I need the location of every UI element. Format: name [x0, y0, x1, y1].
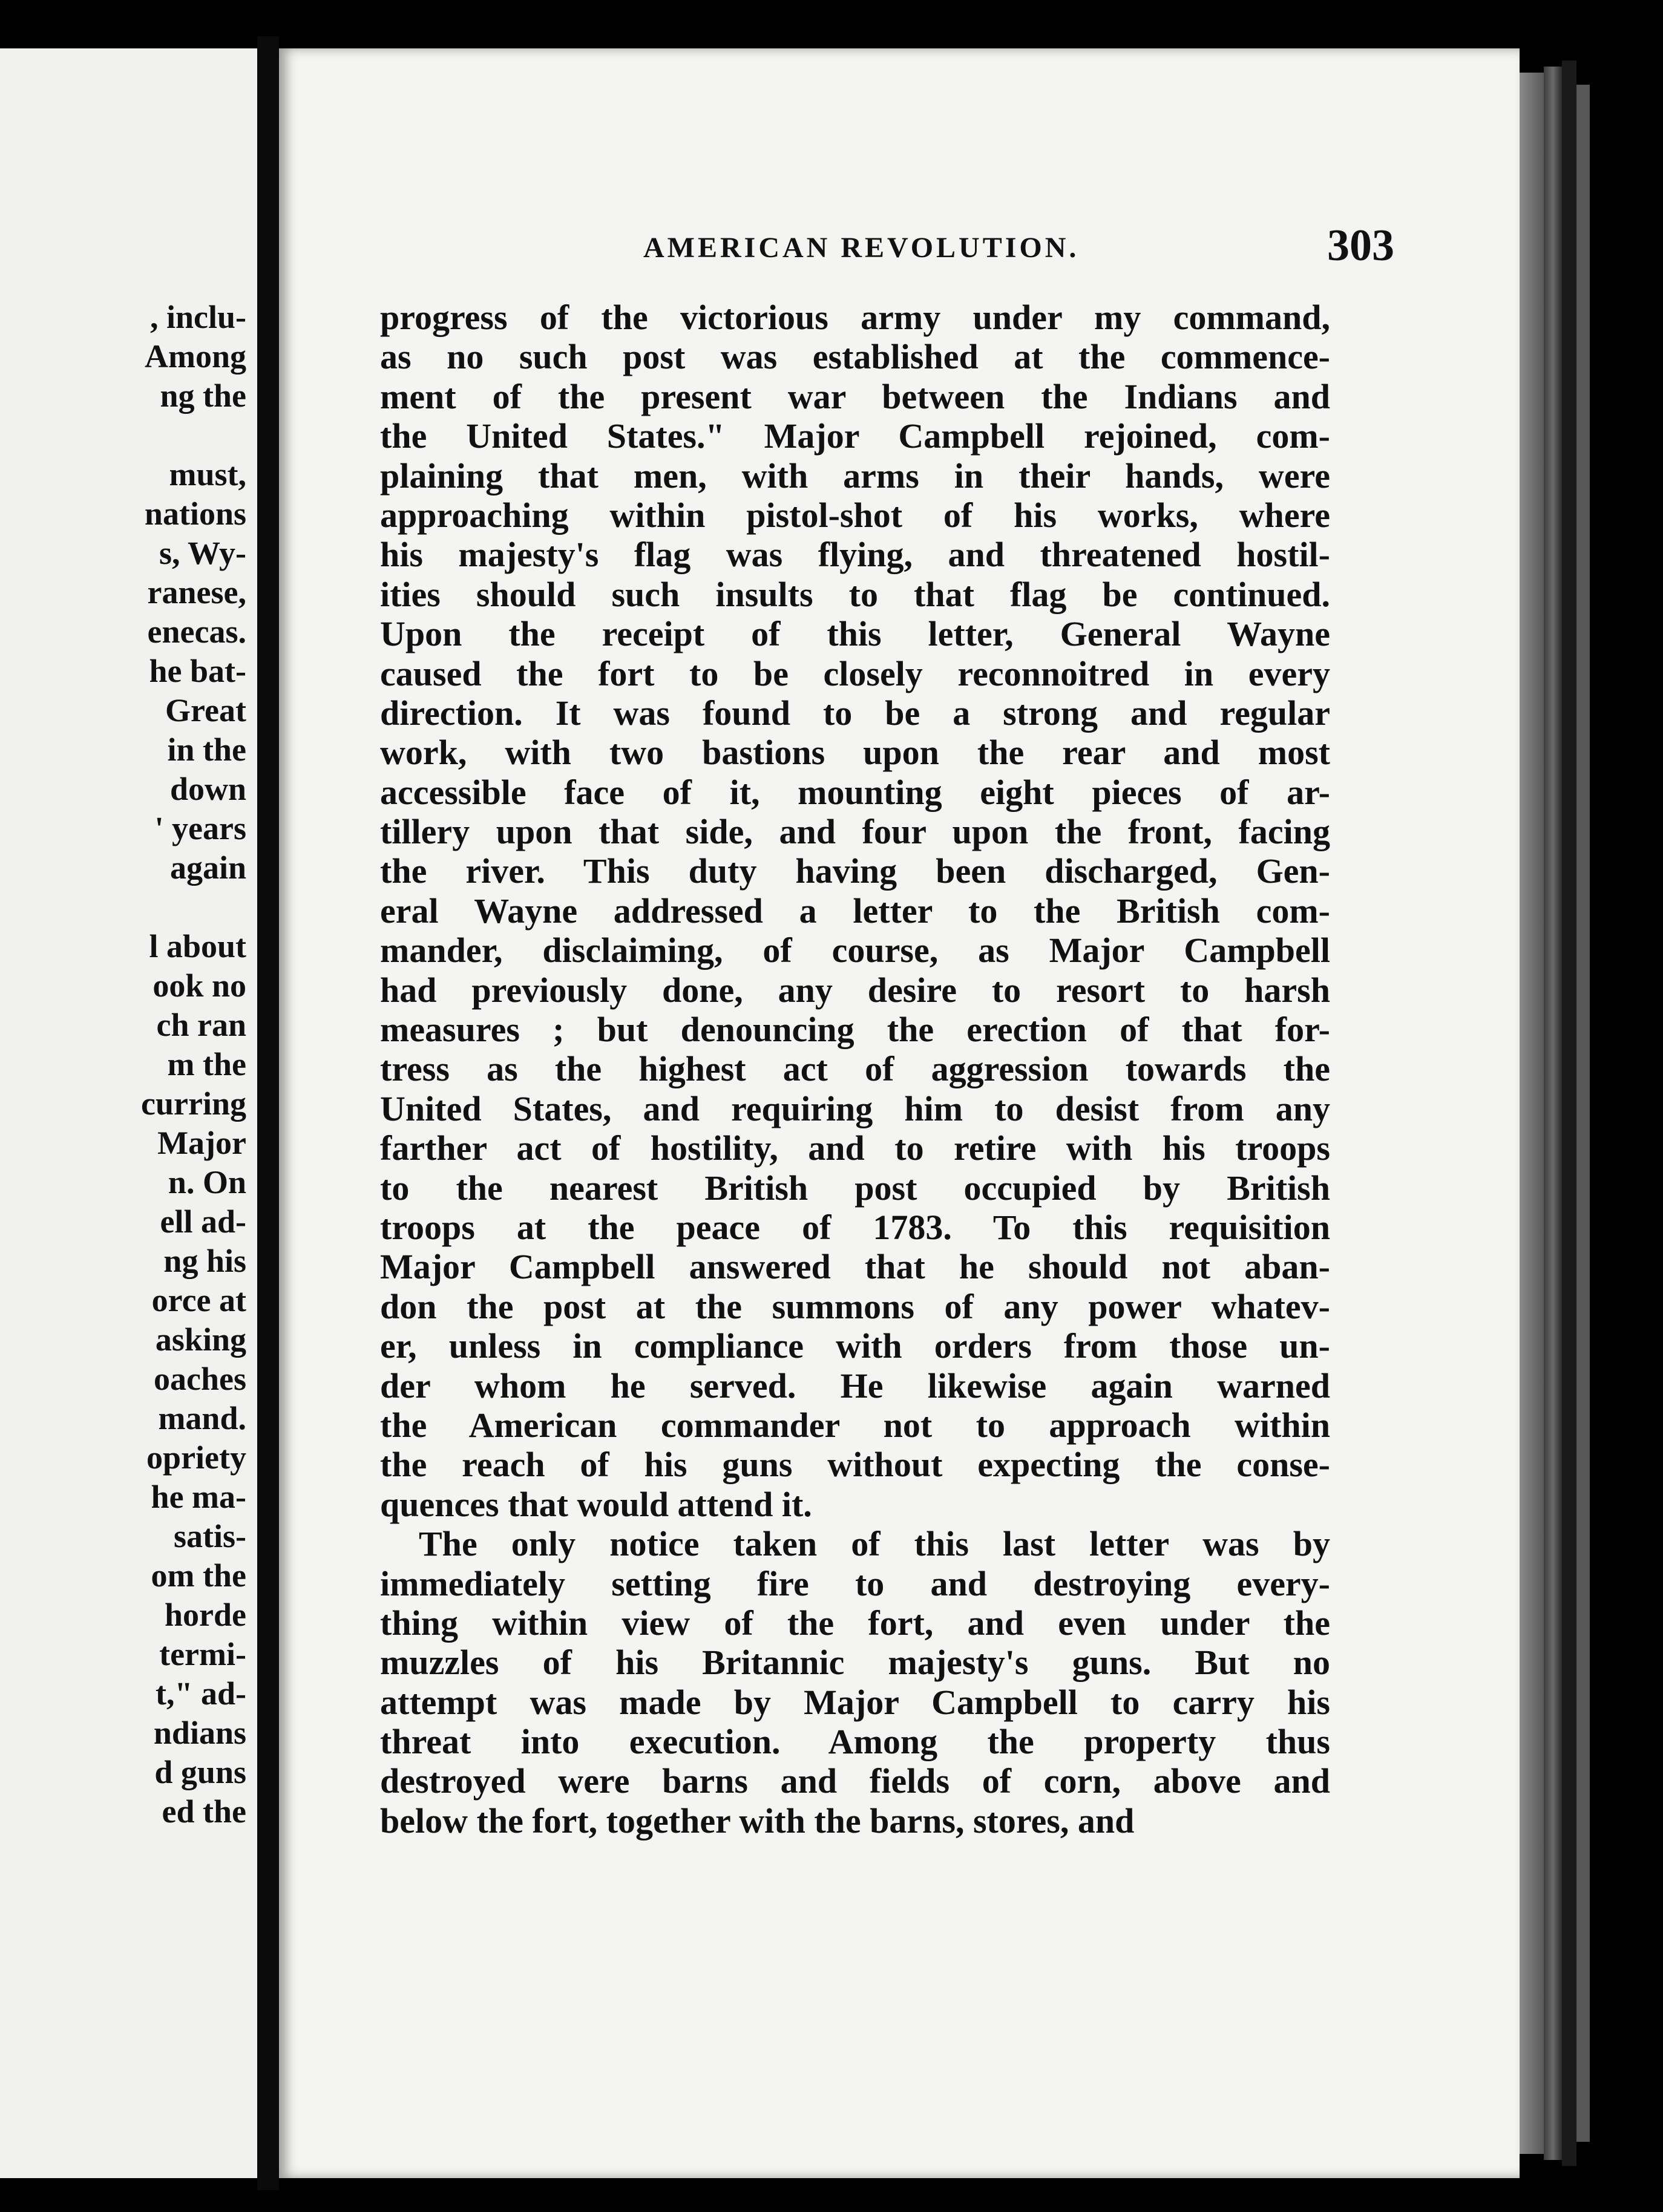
text-line: er, unless in compliance with orders from those un- — [380, 1326, 1330, 1366]
left-page-line: ndians — [153, 1715, 246, 1751]
text-line: der whom he served. He likewise again warned — [380, 1366, 1330, 1405]
page-edge — [1544, 67, 1562, 2160]
text-line: the United States." Major Campbell rejoined, com- — [380, 416, 1330, 456]
left-page-line: asking — [155, 1321, 246, 1358]
book-gutter — [257, 36, 279, 2190]
text-line: United States, and requiring him to desist from any — [380, 1088, 1330, 1128]
left-page-line: ook no — [153, 967, 246, 1004]
left-page-line: nations — [144, 496, 246, 532]
left-page-line: om the — [151, 1557, 246, 1594]
text-line: accessible face of it, mounting eight pieces of ar- — [380, 772, 1330, 812]
left-page-line: horde — [165, 1597, 246, 1633]
left-page-line: down — [169, 771, 246, 807]
left-page-line: n. On — [168, 1164, 246, 1200]
text-line: Major Campbell answered that he should not aban- — [380, 1247, 1330, 1287]
text-line: immediately setting fire to and destroying every- — [380, 1563, 1330, 1603]
left-page-text-column — [0, 298, 246, 1831]
text-line: The only notice taken of this last letter was by — [419, 1524, 1330, 1564]
left-page-line: m the — [167, 1046, 246, 1082]
left-page-line: oaches — [154, 1361, 246, 1397]
body-text — [380, 298, 1330, 1841]
left-page-line: ng the — [160, 378, 246, 414]
left-page-line: t," ad- — [156, 1675, 246, 1712]
left-page-line: Major — [157, 1125, 246, 1161]
text-line: threat into execution. Among the property thus — [380, 1722, 1330, 1762]
text-line: farther act of hostility, and to retire with his troops — [380, 1128, 1330, 1168]
text-line: the American commander not to approach within — [380, 1405, 1330, 1445]
left-page-line: must, — [169, 456, 246, 492]
text-line: approaching within pistol-shot of his works, where — [380, 495, 1330, 535]
running-head: AMERICAN REVOLUTION. — [643, 232, 1080, 264]
text-line: mander, disclaiming, of course, as Major Campbell — [380, 931, 1330, 970]
text-line: direction. It was found to be a strong and regular — [380, 693, 1330, 733]
text-line: work, with two bastions upon the rear and most — [380, 733, 1330, 773]
left-page-line: s, Wy- — [159, 535, 246, 571]
text-line: muzzles of his Britannic majesty's guns. But no — [380, 1643, 1330, 1683]
text-line: destroyed were barns and fields of corn, above and — [380, 1761, 1330, 1801]
left-page-line: ranese, — [147, 574, 246, 610]
text-line: plaining that men, with arms in their hands, were — [380, 456, 1330, 496]
text-line: had previously done, any desire to resort to harsh — [380, 970, 1330, 1010]
left-page-line: opriety — [146, 1439, 246, 1476]
left-page-line: termi- — [159, 1636, 246, 1672]
page-header — [362, 194, 1394, 270]
text-line: progress of the victorious army under my command, — [380, 298, 1330, 337]
text-line: the river. This duty having been discharged, Gen- — [380, 851, 1330, 891]
page-edge — [1562, 61, 1576, 2166]
left-page-line — [0, 888, 246, 927]
left-page-line: curring — [141, 1085, 246, 1122]
text-line: ities should such insults to that flag be continued. — [380, 574, 1330, 614]
left-page-line: ' years — [154, 810, 246, 846]
text-line: his majesty's flag was flying, and threatened hostil- — [380, 535, 1330, 575]
left-facing-page — [0, 48, 257, 2178]
text-line: tress as the highest act of aggression towards the — [380, 1049, 1330, 1089]
text-line: eral Wayne addressed a letter to the British com- — [380, 891, 1330, 931]
left-page-line: ell ad- — [160, 1203, 246, 1240]
left-page-line: , inclu- — [149, 299, 246, 335]
text-line: troops at the peace of 1783. To this requisition — [380, 1207, 1330, 1247]
left-page-line: he ma- — [151, 1479, 246, 1515]
text-line: ment of the present war between the Indians and — [380, 376, 1330, 416]
left-page-line: enecas. — [147, 614, 246, 650]
page-edge — [1576, 85, 1590, 2142]
text-line: attempt was made by Major Campbell to carry his — [380, 1682, 1330, 1722]
left-page-line: ed the — [162, 1793, 246, 1830]
text-line: quences that would attend it. — [380, 1484, 812, 1524]
text-line: don the post at the summons of any power whatev- — [380, 1286, 1330, 1326]
left-page-line: mand. — [158, 1400, 246, 1436]
text-line: as no such post was established at the commence- — [380, 337, 1330, 377]
text-line: the reach of his guns without expecting the conse- — [380, 1445, 1330, 1485]
left-page-line: in the — [167, 731, 246, 768]
left-page-line: he bat- — [149, 653, 246, 689]
text-line: thing within view of the fort, and even under the — [380, 1603, 1330, 1643]
left-page-line — [0, 416, 246, 455]
text-line: Upon the receipt of this letter, General Wayne — [380, 614, 1330, 654]
left-page-line: ng his — [163, 1243, 246, 1279]
page-number: 303 — [1327, 221, 1394, 270]
text-line: measures ; but denouncing the erection of that for- — [380, 1010, 1330, 1050]
page-edge — [1520, 73, 1544, 2154]
left-page-line: satis- — [174, 1518, 246, 1554]
left-page-line: l about — [149, 928, 246, 964]
text-line: below the fort, together with the barns, stores, and — [380, 1801, 1135, 1841]
text-line: caused the fort to be closely reconnoitred in every — [380, 653, 1330, 693]
left-page-line: again — [169, 849, 246, 886]
left-page-line: orce at — [151, 1282, 246, 1318]
text-line: tillery upon that side, and four upon the front, facing — [380, 812, 1330, 852]
left-page-line: ch ran — [156, 1007, 246, 1043]
left-page-line: Great — [165, 692, 246, 728]
text-line: to the nearest British post occupied by British — [380, 1168, 1330, 1208]
left-page-line: d guns — [154, 1754, 246, 1790]
left-page-line: Among — [144, 338, 246, 375]
